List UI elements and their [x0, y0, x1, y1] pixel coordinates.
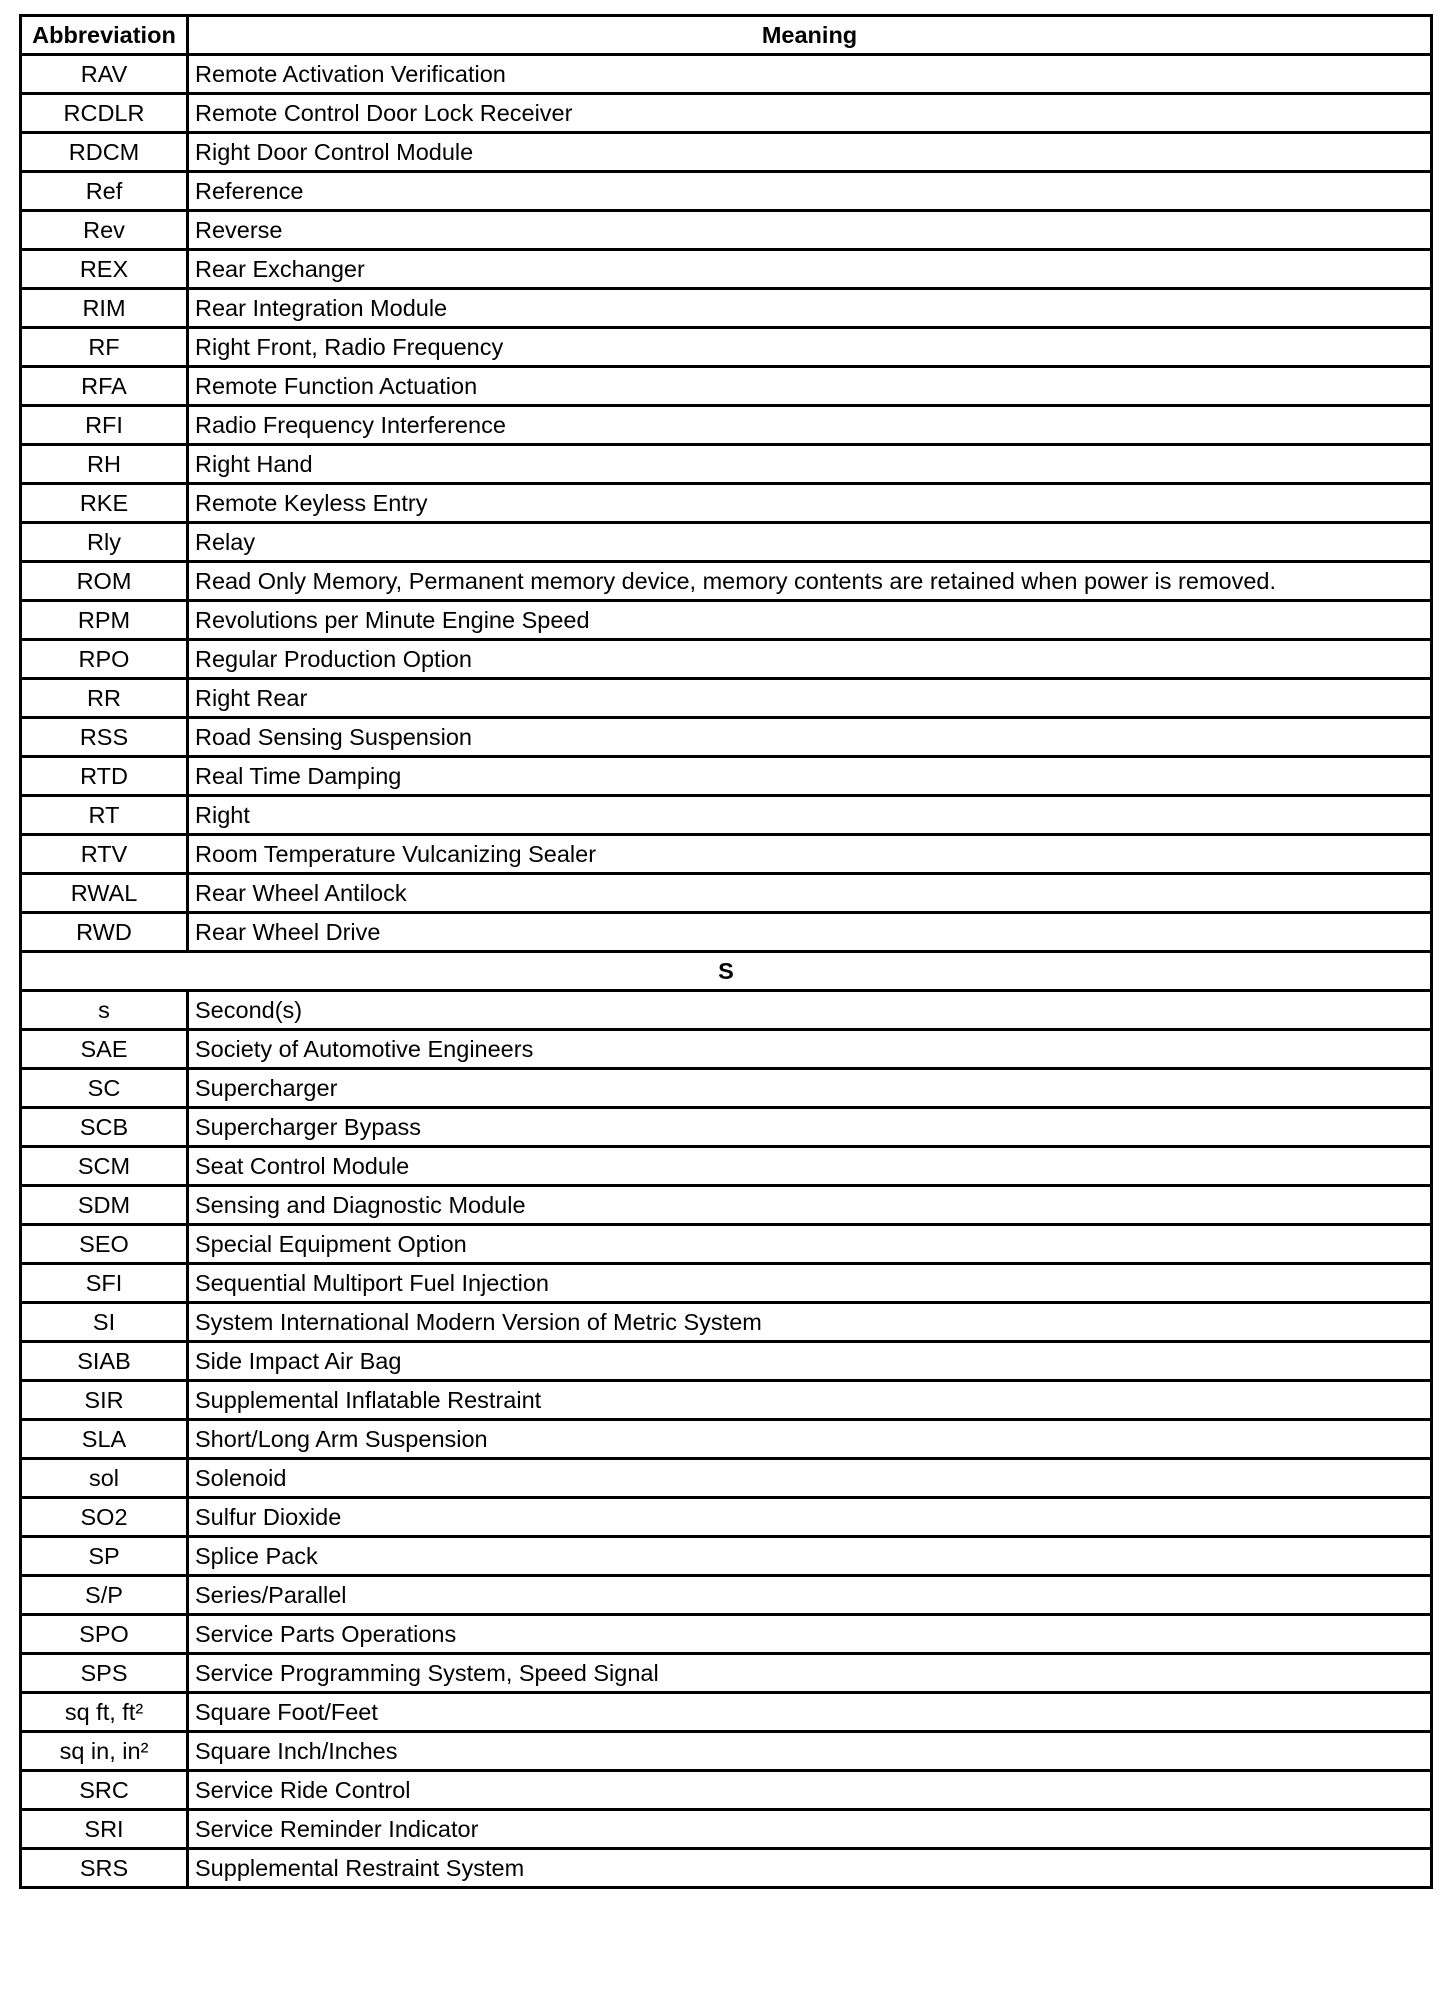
meaning-cell: Remote Keyless Entry	[188, 484, 1432, 523]
abbreviation-cell: SAE	[21, 1030, 188, 1069]
meaning-cell: Supplemental Restraint System	[188, 1849, 1432, 1888]
meaning-cell: Supplemental Inflatable Restraint	[188, 1381, 1432, 1420]
meaning-cell: Real Time Damping	[188, 757, 1432, 796]
meaning-cell: Read Only Memory, Permanent memory device, memory contents are retained when power is removed.	[188, 562, 1432, 601]
abbreviation-cell: RKE	[21, 484, 188, 523]
abbreviation-cell: SCM	[21, 1147, 188, 1186]
meaning-cell: Service Programming System, Speed Signal	[188, 1654, 1432, 1693]
abbreviation-cell: SO2	[21, 1498, 188, 1537]
table-row	[21, 1771, 1432, 1810]
table-row	[21, 1225, 1432, 1264]
abbreviation-cell: RTD	[21, 757, 188, 796]
table-row	[21, 991, 1432, 1030]
header-row	[21, 16, 1432, 55]
meaning-cell: Reverse	[188, 211, 1432, 250]
table-row	[21, 562, 1432, 601]
abbreviation-cell: SRI	[21, 1810, 188, 1849]
abbreviation-cell: sol	[21, 1459, 188, 1498]
meaning-cell: Right Front, Radio Frequency	[188, 328, 1432, 367]
table-row	[21, 835, 1432, 874]
abbreviation-cell: RPO	[21, 640, 188, 679]
table-row	[21, 94, 1432, 133]
meaning-cell: Remote Function Actuation	[188, 367, 1432, 406]
meaning-cell: Seat Control Module	[188, 1147, 1432, 1186]
abbreviation-cell: SLA	[21, 1420, 188, 1459]
meaning-cell: Radio Frequency Interference	[188, 406, 1432, 445]
table-row	[21, 1576, 1432, 1615]
abbreviation-cell: sq in, in²	[21, 1732, 188, 1771]
abbreviation-cell: RFI	[21, 406, 188, 445]
meaning-cell: Supercharger Bypass	[188, 1108, 1432, 1147]
table-row	[21, 874, 1432, 913]
table-row	[21, 1420, 1432, 1459]
abbreviation-cell: S/P	[21, 1576, 188, 1615]
table-row	[21, 757, 1432, 796]
abbreviation-cell: RPM	[21, 601, 188, 640]
meaning-cell: Reference	[188, 172, 1432, 211]
abbreviation-cell: SRS	[21, 1849, 188, 1888]
abbreviation-cell: RIM	[21, 289, 188, 328]
table-row	[21, 796, 1432, 835]
meaning-cell: Relay	[188, 523, 1432, 562]
abbreviation-cell: SIAB	[21, 1342, 188, 1381]
abbreviation-cell: RFA	[21, 367, 188, 406]
abbreviation-cell: ROM	[21, 562, 188, 601]
meaning-cell: System International Modern Version of Metric System	[188, 1303, 1432, 1342]
table-row	[21, 1342, 1432, 1381]
table-row	[21, 1030, 1432, 1069]
table-row	[21, 484, 1432, 523]
table-row	[21, 640, 1432, 679]
table-row	[21, 328, 1432, 367]
meaning-cell: Remote Control Door Lock Receiver	[188, 94, 1432, 133]
table-row	[21, 679, 1432, 718]
meaning-cell: Service Ride Control	[188, 1771, 1432, 1810]
meaning-cell: Service Parts Operations	[188, 1615, 1432, 1654]
meaning-cell: Regular Production Option	[188, 640, 1432, 679]
table-row	[21, 1303, 1432, 1342]
meaning-cell: Rear Wheel Antilock	[188, 874, 1432, 913]
table-row	[21, 1069, 1432, 1108]
table-row	[21, 1381, 1432, 1420]
meaning-cell: Society of Automotive Engineers	[188, 1030, 1432, 1069]
table-row	[21, 133, 1432, 172]
table-row	[21, 1810, 1432, 1849]
meaning-cell: Side Impact Air Bag	[188, 1342, 1432, 1381]
table-row	[21, 55, 1432, 94]
table-row	[21, 1186, 1432, 1225]
table-row	[21, 211, 1432, 250]
section-label: S	[21, 952, 1432, 991]
table-body	[21, 55, 1432, 1888]
abbreviation-cell: REX	[21, 250, 188, 289]
meaning-cell: Road Sensing Suspension	[188, 718, 1432, 757]
table-row	[21, 1537, 1432, 1576]
meaning-cell: Room Temperature Vulcanizing Sealer	[188, 835, 1432, 874]
meaning-cell: Right Door Control Module	[188, 133, 1432, 172]
abbreviation-cell: Ref	[21, 172, 188, 211]
meaning-cell: Rear Exchanger	[188, 250, 1432, 289]
abbreviation-cell: SPS	[21, 1654, 188, 1693]
abbreviation-cell: SCB	[21, 1108, 188, 1147]
table-row	[21, 172, 1432, 211]
abbreviation-table	[19, 14, 1433, 1889]
abbreviation-cell: SDM	[21, 1186, 188, 1225]
meaning-cell: Remote Activation Verification	[188, 55, 1432, 94]
table-row	[21, 1108, 1432, 1147]
abbreviation-cell: RR	[21, 679, 188, 718]
abbreviation-cell: SI	[21, 1303, 188, 1342]
table-row	[21, 445, 1432, 484]
abbreviation-cell: Rly	[21, 523, 188, 562]
meaning-cell: Solenoid	[188, 1459, 1432, 1498]
meaning-cell: Square Inch/Inches	[188, 1732, 1432, 1771]
meaning-cell: Series/Parallel	[188, 1576, 1432, 1615]
abbreviation-cell: RTV	[21, 835, 188, 874]
meaning-header: Meaning	[188, 16, 1432, 55]
abbreviation-header: Abbreviation	[21, 16, 188, 55]
abbreviation-cell: RCDLR	[21, 94, 188, 133]
table-row	[21, 1732, 1432, 1771]
table-row	[21, 1849, 1432, 1888]
abbreviation-cell: RT	[21, 796, 188, 835]
section-header-row	[21, 952, 1432, 991]
abbreviation-cell: SEO	[21, 1225, 188, 1264]
meaning-cell: Short/Long Arm Suspension	[188, 1420, 1432, 1459]
table-row	[21, 289, 1432, 328]
meaning-cell: Right Rear	[188, 679, 1432, 718]
table-row	[21, 718, 1432, 757]
meaning-cell: Rear Integration Module	[188, 289, 1432, 328]
abbreviation-cell: SC	[21, 1069, 188, 1108]
table-row	[21, 523, 1432, 562]
meaning-cell: Rear Wheel Drive	[188, 913, 1432, 952]
abbreviation-cell: RF	[21, 328, 188, 367]
meaning-cell: Sulfur Dioxide	[188, 1498, 1432, 1537]
meaning-cell: Special Equipment Option	[188, 1225, 1432, 1264]
table-row	[21, 1459, 1432, 1498]
abbreviation-cell: RWAL	[21, 874, 188, 913]
table-row	[21, 1654, 1432, 1693]
abbreviation-cell: s	[21, 991, 188, 1030]
meaning-cell: Right Hand	[188, 445, 1432, 484]
abbreviation-cell: SPO	[21, 1615, 188, 1654]
abbreviation-cell: SFI	[21, 1264, 188, 1303]
meaning-cell: Splice Pack	[188, 1537, 1432, 1576]
meaning-cell: Supercharger	[188, 1069, 1432, 1108]
table-row	[21, 1693, 1432, 1732]
meaning-cell: Square Foot/Feet	[188, 1693, 1432, 1732]
abbreviation-cell: SP	[21, 1537, 188, 1576]
meaning-cell: Right	[188, 796, 1432, 835]
meaning-cell: Revolutions per Minute Engine Speed	[188, 601, 1432, 640]
table-row	[21, 1498, 1432, 1537]
abbreviation-cell: SIR	[21, 1381, 188, 1420]
abbreviation-cell: sq ft, ft²	[21, 1693, 188, 1732]
abbreviation-cell: RH	[21, 445, 188, 484]
abbreviation-cell: SRC	[21, 1771, 188, 1810]
meaning-cell: Service Reminder Indicator	[188, 1810, 1432, 1849]
table-row	[21, 406, 1432, 445]
table-row	[21, 1264, 1432, 1303]
table-row	[21, 1147, 1432, 1186]
table-row	[21, 250, 1432, 289]
table-row	[21, 913, 1432, 952]
meaning-cell: Sequential Multiport Fuel Injection	[188, 1264, 1432, 1303]
meaning-cell: Sensing and Diagnostic Module	[188, 1186, 1432, 1225]
table-row	[21, 601, 1432, 640]
abbreviation-cell: RAV	[21, 55, 188, 94]
abbreviation-cell: RDCM	[21, 133, 188, 172]
table-row	[21, 367, 1432, 406]
abbreviation-cell: RSS	[21, 718, 188, 757]
abbreviation-cell: RWD	[21, 913, 188, 952]
table-row	[21, 1615, 1432, 1654]
abbreviation-cell: Rev	[21, 211, 188, 250]
meaning-cell: Second(s)	[188, 991, 1432, 1030]
